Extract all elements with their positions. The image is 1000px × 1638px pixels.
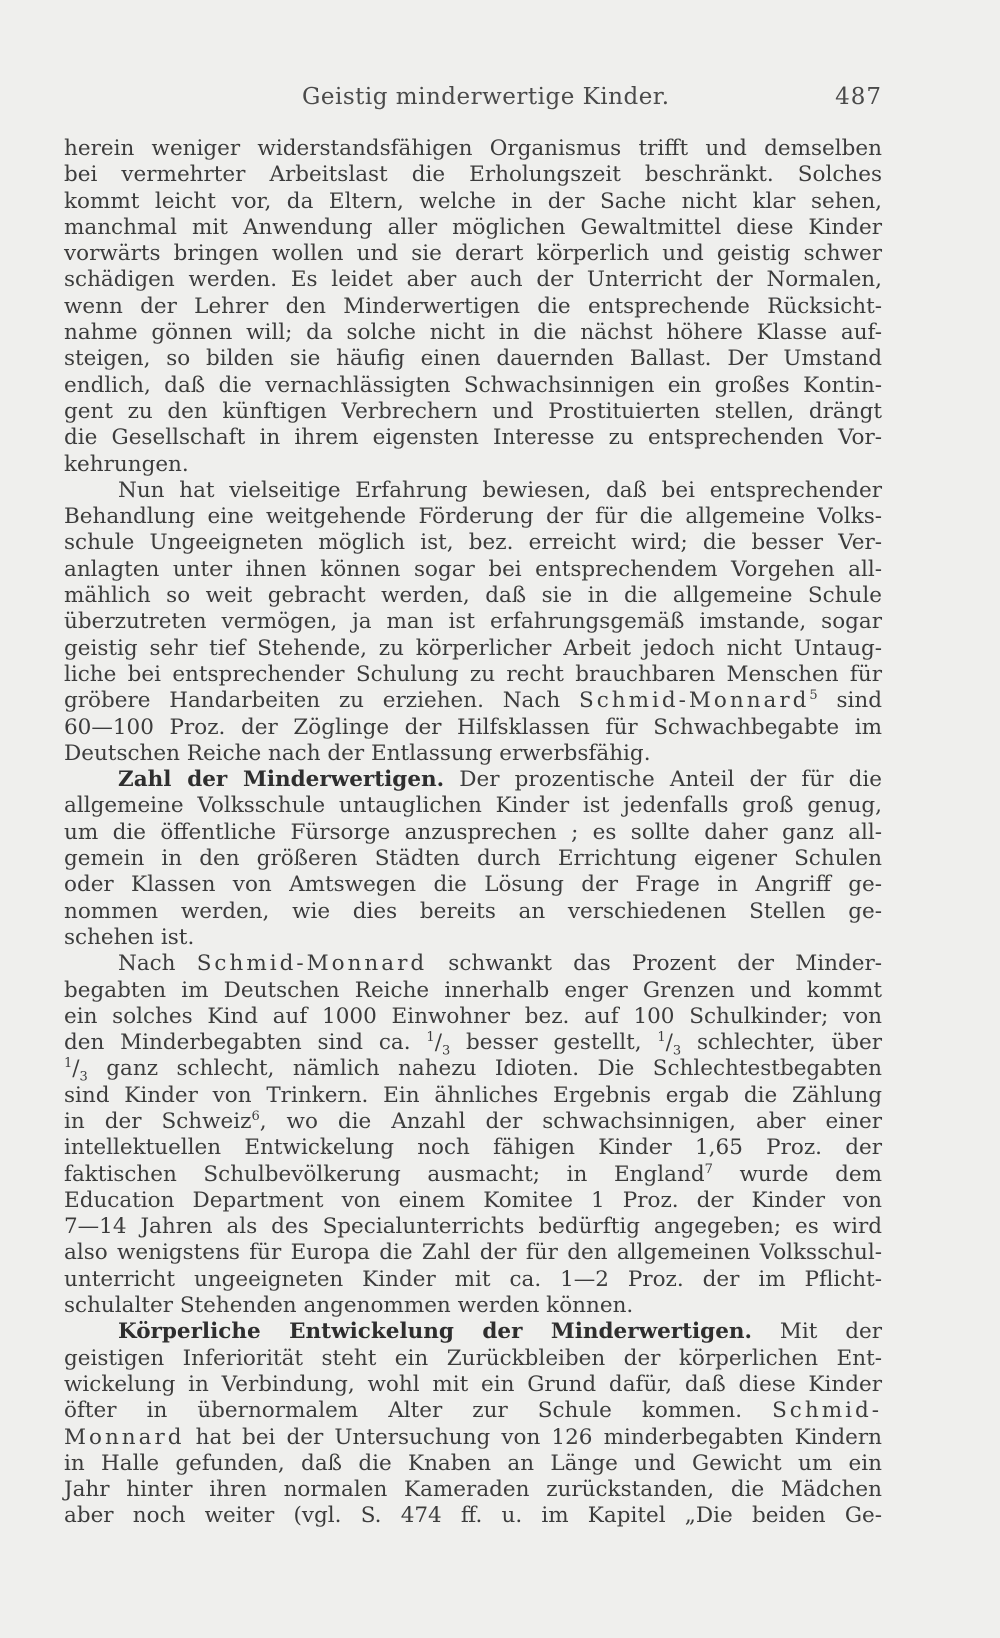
text-line xyxy=(64,557,882,583)
text-line xyxy=(64,504,882,530)
text-line xyxy=(64,1293,882,1319)
text-segment: faktischen Schulbevölkerung ausmacht; in England xyxy=(64,1161,705,1187)
text-line xyxy=(64,1477,882,1503)
text-segment: ein solches Kind auf 1000 Einwohner bez. auf 100 Schulkinder; von xyxy=(64,1003,882,1029)
footnote-mark: 3 xyxy=(672,1043,682,1059)
section-heading: Körperliche Entwickelung der Minderwertigen. xyxy=(118,1319,753,1345)
text-segment: bei vermehrter Arbeitslast die Erholungszeit beschränkt. Solches xyxy=(64,162,882,188)
text-segment: schulalter Stehenden angenommen werden können. xyxy=(64,1293,634,1319)
text-line xyxy=(64,662,882,688)
text-line xyxy=(64,1162,882,1188)
text-segment: Nach xyxy=(118,951,197,977)
text-segment: Nun hat vielseitige Erfahrung bewiesen, daß bei entsprechender xyxy=(118,477,882,503)
text-segment: / xyxy=(434,1030,442,1056)
text-segment: geistig sehr tief Stehende, zu körperlicher Arbeit jedoch nicht Untaug- xyxy=(64,635,882,661)
text-segment: in Halle gefunden, daß die Knaben an Länge und Gewicht um ein xyxy=(64,1450,882,1476)
text-line xyxy=(64,925,882,951)
text-segment: wenn der Lehrer den Minderwertigen die entsprechende Rücksicht- xyxy=(64,293,882,319)
text-line xyxy=(64,1240,882,1266)
text-segment: anlagten unter ihnen können sogar bei entsprechendem Vorgehen all- xyxy=(64,556,882,582)
text-line xyxy=(64,267,882,293)
text-segment: Behandlung eine weitgehende Förderung der für die allgemeine Volks- xyxy=(64,504,882,530)
text-segment: öfter in übernormalem Alter zur Schule kommen. xyxy=(64,1398,773,1424)
running-title: Geistig minderwertige Kinder. xyxy=(302,84,670,110)
text-segment: endlich, daß die vernachlässigten Schwachsinnigen ein großes Kontin- xyxy=(64,372,882,398)
page-number: 487 xyxy=(835,84,882,110)
text-segment: Schmid-Monnard xyxy=(196,951,428,977)
text-segment: schwankt das Prozent der Minder- xyxy=(427,951,883,977)
text-segment: mählich so weit gebracht werden, daß sie in die allgemeine Schule xyxy=(64,583,882,609)
text-segment: kommt leicht vor, da Eltern, welche in der Sache nicht klar sehen, xyxy=(64,188,882,214)
footnote-mark: 3 xyxy=(441,1043,451,1059)
text-line xyxy=(64,373,882,399)
text-line xyxy=(64,478,882,504)
text-line xyxy=(64,1398,882,1424)
text-line xyxy=(64,793,882,819)
text-segment: schehen ist. xyxy=(64,924,195,950)
text-segment: ganz schlecht, nämlich nahezu Idioten. Die Schlechtestbegabten xyxy=(87,1056,882,1082)
text-segment: Schmid-Monnard xyxy=(579,688,810,714)
text-segment: / xyxy=(665,1030,673,1056)
footnote-mark: 6 xyxy=(251,1108,260,1124)
text-segment: 60—100 Proz. der Zöglinge der Hilfsklassen für Schwachbegabte im xyxy=(64,714,882,740)
text-line xyxy=(64,1004,882,1030)
text-line xyxy=(64,346,882,372)
text-line xyxy=(64,978,882,1004)
text-segment: herein weniger widerstandsfähigen Organismus trifft und demselben xyxy=(64,136,882,161)
text-segment: wickelung in Verbindung, wohl mit ein Grund dafür, daß diese Kinder xyxy=(64,1371,882,1397)
text-segment: gemein in den größeren Städten durch Errichtung eigener Schulen xyxy=(64,846,882,872)
text-line xyxy=(64,452,882,478)
text-line xyxy=(64,688,882,714)
text-segment: den Minderbegabten sind ca. xyxy=(64,1030,427,1056)
text-segment: liche bei entsprechender Schulung zu recht brauchbaren Menschen für xyxy=(64,661,882,687)
text-line xyxy=(64,872,882,898)
footnote-mark: 3 xyxy=(79,1069,88,1085)
text-segment: unterricht ungeeigneten Kinder mit ca. 1—2 Proz. der im Pflicht- xyxy=(64,1266,882,1292)
text-segment: schlechter, über xyxy=(681,1030,882,1056)
text-segment: begabten im Deutschen Reiche innerhalb enger Grenzen und kommt xyxy=(64,977,882,1003)
text-segment: steigen, so bilden sie häufig einen dauernden Ballast. Der Umstand xyxy=(64,346,882,372)
text-segment: sind xyxy=(817,688,882,714)
text-segment: Schmid- xyxy=(772,1398,882,1424)
text-segment: , wo die Anzahl der schwachsinnigen, aber einer xyxy=(259,1108,882,1134)
text-line xyxy=(64,767,882,793)
text-segment: hat bei der Untersuchung von 126 minderbegabten Kindern xyxy=(184,1424,882,1450)
text-segment: / xyxy=(72,1056,80,1082)
footnote-mark: 1 xyxy=(426,1029,435,1045)
text-line xyxy=(64,1029,882,1059)
text-line xyxy=(64,189,882,215)
text-line xyxy=(64,636,882,662)
text-segment: die Gesellschaft in ihrem eigensten Interesse zu entsprechenden Vor- xyxy=(64,425,882,451)
footnote-mark: 7 xyxy=(704,1161,713,1177)
text-segment: sind Kinder von Trinkern. Ein ähnliches Ergebnis ergab die Zählung xyxy=(64,1082,882,1108)
text-segment: Mit der xyxy=(752,1319,882,1345)
text-segment: nahme gönnen will; da solche nicht in die nächst höhere Klasse auf- xyxy=(64,320,882,346)
footnote-mark: 5 xyxy=(809,688,818,704)
text-line xyxy=(64,1109,882,1135)
text-line xyxy=(64,1425,882,1451)
text-line xyxy=(64,1451,882,1477)
text-line xyxy=(64,1135,882,1161)
text-line xyxy=(64,1188,882,1214)
text-line xyxy=(64,136,882,162)
text-segment: also wenigstens für Europa die Zahl der für den allgemeinen Volksschul- xyxy=(64,1240,882,1266)
text-segment: besser gestellt, xyxy=(450,1030,658,1056)
text-segment: Jahr hinter ihren normalen Kameraden zurückstanden, die Mädchen xyxy=(64,1477,882,1503)
text-segment: oder Klassen von Amtswegen die Lösung der Frage in Angriff ge- xyxy=(64,872,882,898)
text-line xyxy=(64,162,882,188)
text-line xyxy=(64,1083,882,1109)
text-line xyxy=(64,820,882,846)
text-segment: schädigen werden. Es leidet aber auch der Unterricht der Normalen, xyxy=(64,267,882,293)
text-segment: in der Schweiz xyxy=(64,1108,252,1134)
text-segment: gröbere Handarbeiten zu erziehen. Nach xyxy=(64,688,579,714)
text-line xyxy=(64,899,882,925)
text-line xyxy=(64,583,882,609)
text-segment: Monnard xyxy=(64,1424,185,1450)
footnote-mark: 1 xyxy=(64,1056,73,1072)
running-header xyxy=(64,84,882,118)
footnote-mark: 1 xyxy=(657,1029,666,1045)
text-line xyxy=(64,1503,882,1529)
text-line xyxy=(64,530,882,556)
text-segment: überzutreten vermögen, ja man ist erfahrungsgemäß imstande, sogar xyxy=(64,609,882,635)
text-line xyxy=(64,1372,882,1398)
text-line xyxy=(64,846,882,872)
text-line xyxy=(64,609,882,635)
text-segment: wurde dem xyxy=(712,1161,883,1187)
text-line xyxy=(64,241,882,267)
text-line xyxy=(64,951,882,977)
text-line xyxy=(64,425,882,451)
text-line xyxy=(64,215,882,241)
text-segment: geistigen Inferiorität steht ein Zurückbleiben der körperlichen Ent- xyxy=(64,1345,882,1371)
text-segment: aber noch weiter (vgl. S. 474 ff. u. im Kapitel „Die beiden Ge- xyxy=(64,1503,882,1529)
text-segment: Der prozentische Anteil der für die xyxy=(444,767,882,793)
body-text xyxy=(64,136,882,1530)
text-segment: kehrungen. xyxy=(64,451,189,477)
text-line xyxy=(64,1056,882,1085)
text-line xyxy=(64,1214,882,1240)
text-segment: 7—14 Jahren als des Specialunterrichts bedürftig angegeben; es wird xyxy=(64,1214,882,1240)
text-line xyxy=(64,1267,882,1293)
text-line xyxy=(64,294,882,320)
text-line xyxy=(64,320,882,346)
text-line xyxy=(64,1319,882,1345)
text-segment: intellektuellen Entwickelung noch fähigen Kinder 1,65 Proz. der xyxy=(64,1135,882,1161)
text-segment: Education Department von einem Komitee 1 Proz. der Kinder von xyxy=(64,1187,882,1213)
text-line xyxy=(64,741,882,767)
text-line xyxy=(64,399,882,425)
text-segment: um die öffentliche Fürsorge anzusprechen ; es sollte daher ganz all- xyxy=(64,819,882,845)
text-segment: schule Ungeeigneten möglich ist, bez. erreicht wird; die besser Ver- xyxy=(64,530,882,556)
text-segment: nommen werden, wie dies bereits an verschiedenen Stellen ge- xyxy=(64,898,882,924)
text-line xyxy=(64,1346,882,1372)
text-line xyxy=(64,715,882,741)
text-segment: vorwärts bringen wollen und sie derart körperlich und geistig schwer xyxy=(64,241,882,267)
text-segment: gent zu den künftigen Verbrechern und Prostituierten stellen, drängt xyxy=(64,398,882,424)
text-segment: Deutschen Reiche nach der Entlassung erwerbsfähig. xyxy=(64,740,651,766)
text-segment: manchmal mit Anwendung aller möglichen Gewaltmittel diese Kinder xyxy=(64,214,882,240)
text-segment: allgemeine Volksschule untauglichen Kinder ist jedenfalls groß genug, xyxy=(64,793,882,819)
section-heading: Zahl der Minderwertigen. xyxy=(118,767,445,793)
